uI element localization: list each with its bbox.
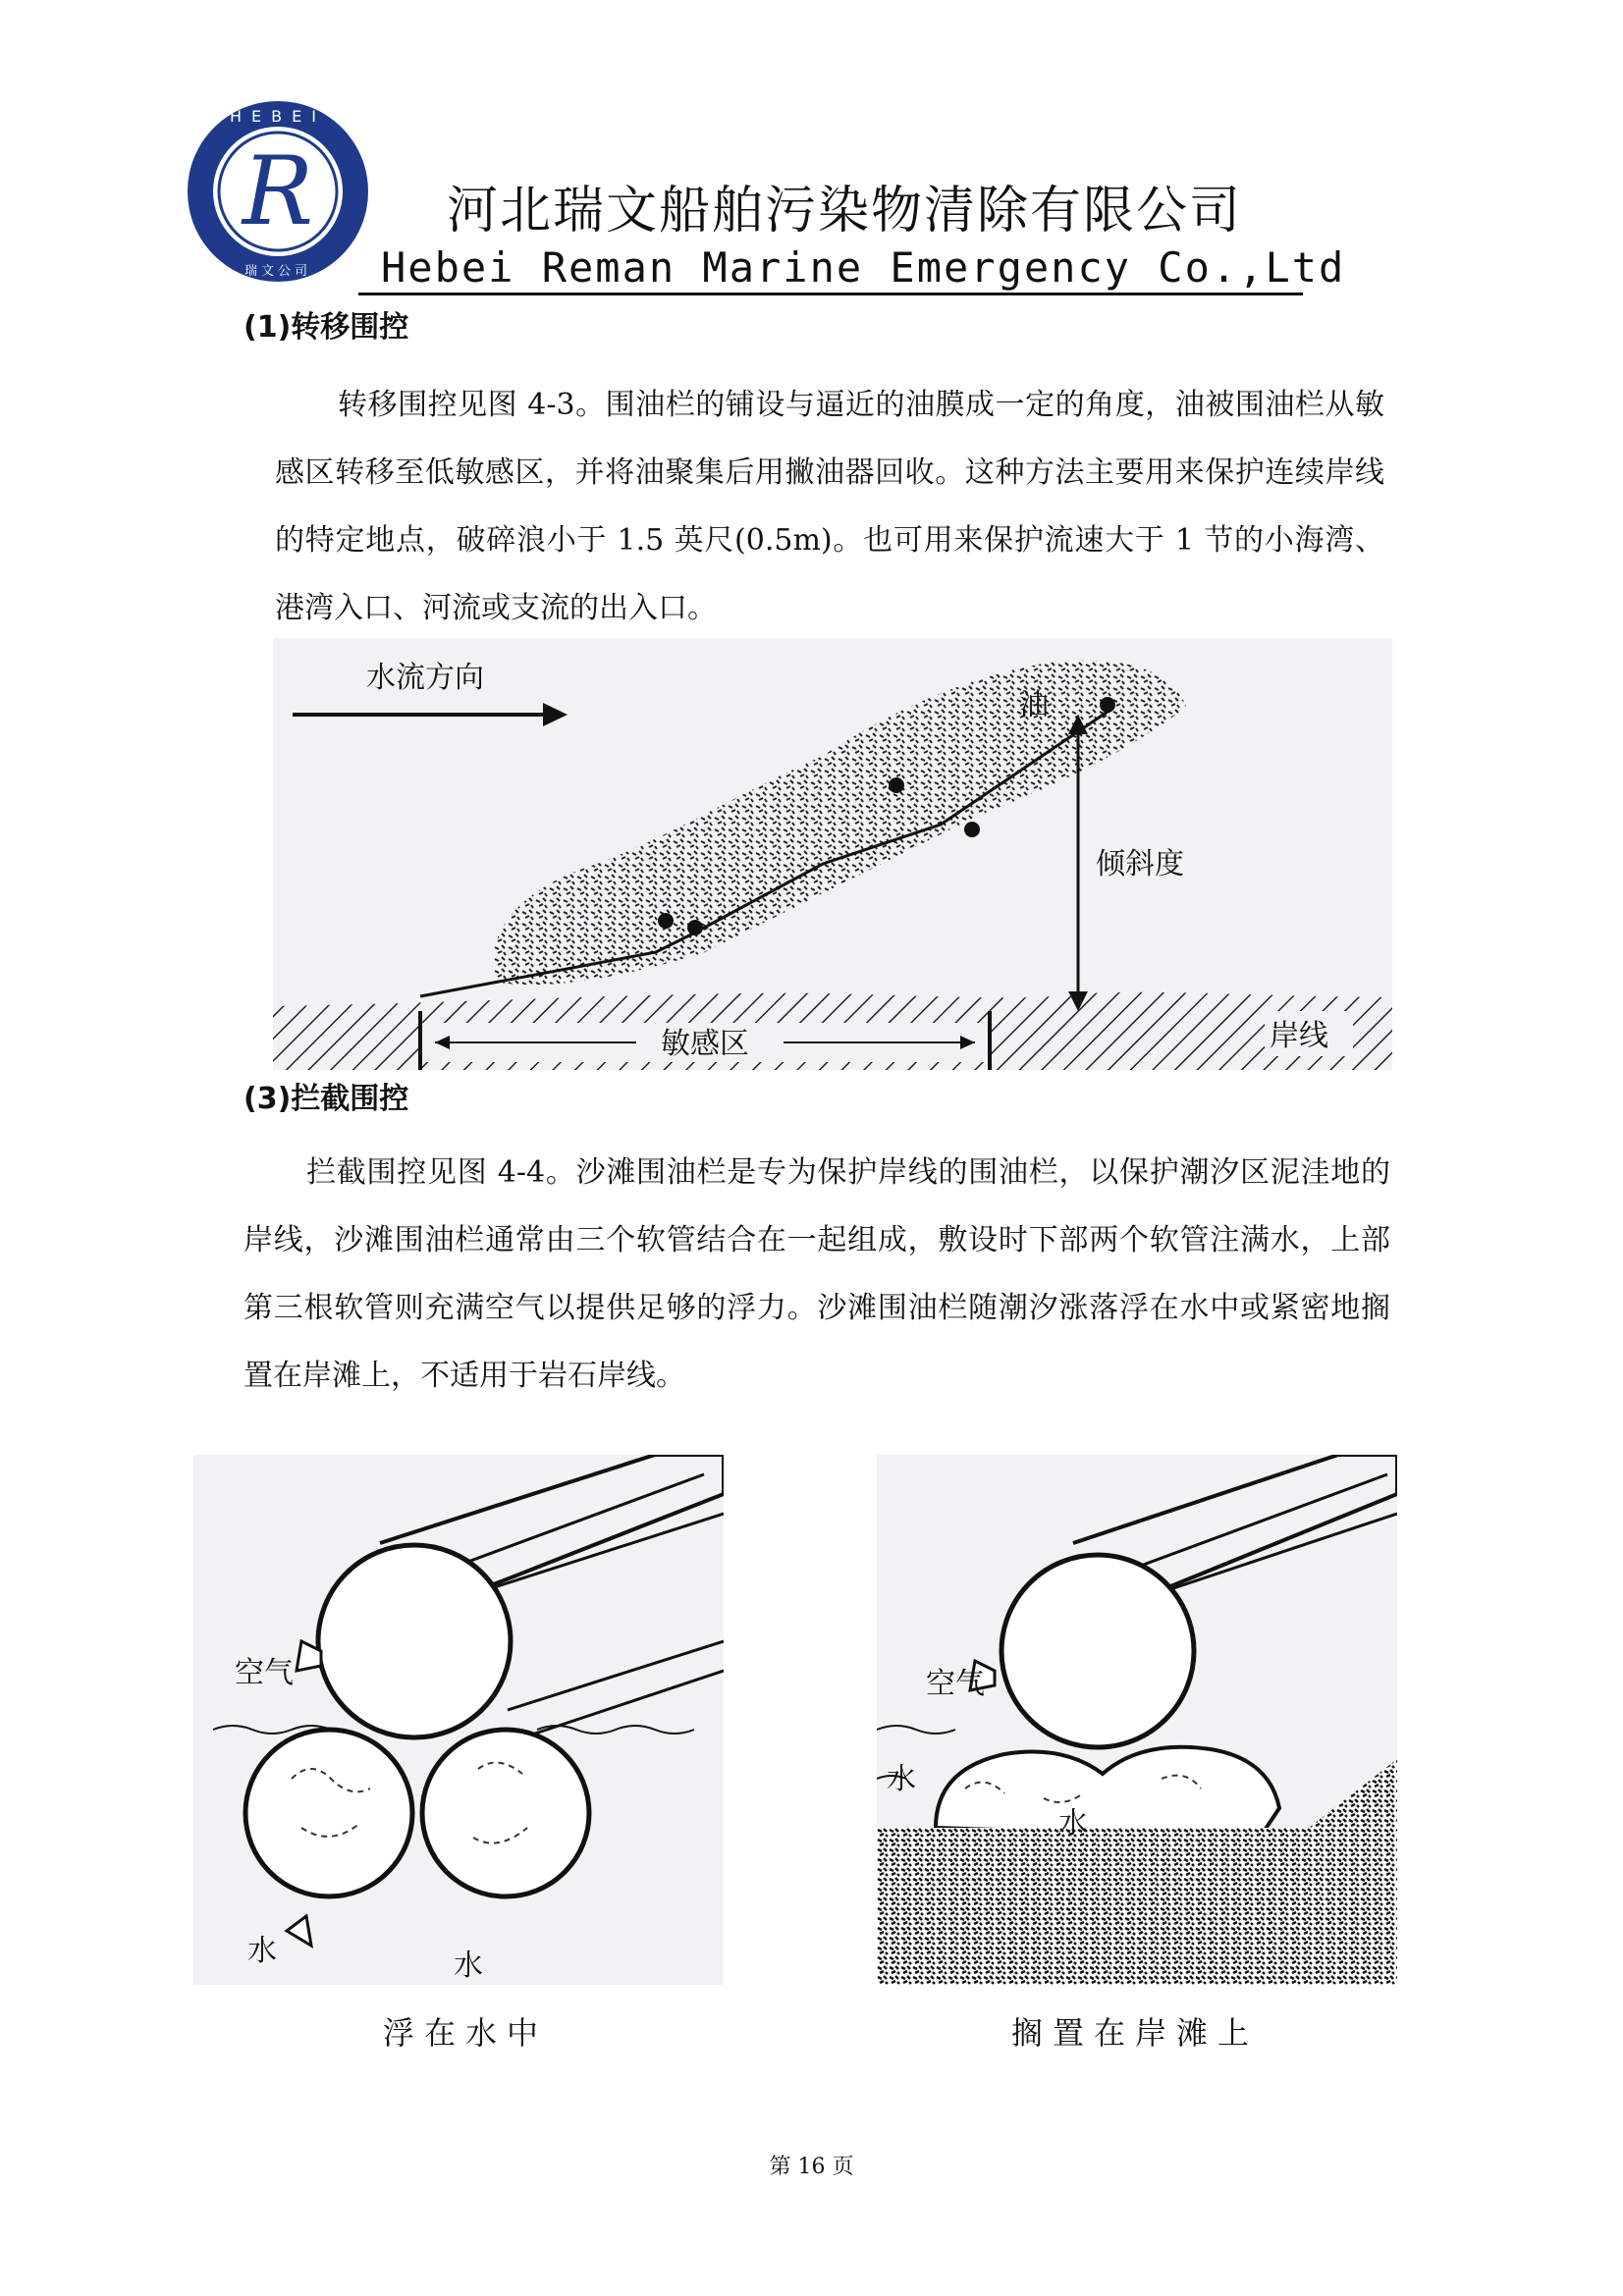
label-oil: 油	[1019, 688, 1049, 722]
air-tube	[1001, 1555, 1194, 1747]
company-name-en: Hebei Reman Marine Emergency Co.,Ltd	[381, 243, 1346, 292]
figure-boom-stranded	[877, 1455, 1397, 1985]
svg-text:瑞文公司: 瑞文公司	[243, 264, 312, 279]
anchor-point	[687, 920, 703, 935]
label-shoreline: 岸线	[1270, 1019, 1328, 1053]
label-water: 水	[454, 1949, 483, 1983]
label-air: 空气	[235, 1656, 294, 1690]
anchor-point	[964, 822, 980, 837]
label-slope: 倾斜度	[1096, 847, 1184, 881]
figure-caption-floating: 浮在水中	[383, 2014, 549, 2052]
figure-boom-floating	[193, 1455, 724, 1985]
section-heading-transfer: (1)转移围控	[243, 310, 409, 345]
water-tube-left	[245, 1730, 412, 1896]
air-tube	[318, 1545, 511, 1737]
oil-slick	[492, 661, 1186, 985]
label-sensitive-zone: 敏感区	[661, 1027, 749, 1061]
svg-text:HEBEI: HEBEI	[230, 107, 326, 126]
flattened-water-tubes	[936, 1747, 1279, 1838]
beach-sand	[877, 1828, 1397, 1985]
company-logo	[185, 98, 371, 285]
section-heading-intercept: (3)拦截围控	[243, 1082, 409, 1116]
label-air: 空气	[926, 1667, 985, 1701]
label-water: 水	[887, 1762, 916, 1796]
section-paragraph-intercept: 拦截围控见图 4-4。沙滩围油栏是专为保护岸线的围油栏，以保护潮汐区泥洼地的岸线，沙滩围油栏通常由三个软管结合在一起组成，敷设时下部两个软管注满水，上部第三根软管则充满空气以提供足够的浮力。沙滩围油栏随潮汐涨落浮在水中或紧密地搁置在岸滩上，不适用于岩石岸线。	[243, 1155, 1390, 1393]
company-name-cn: 河北瑞文船舶污染物清除有限公司	[447, 182, 1243, 240]
anchor-point	[1100, 697, 1115, 713]
anchor-point	[658, 913, 674, 929]
page-number: 第 16 页	[769, 2155, 854, 2179]
water-tube-right	[422, 1730, 589, 1896]
header-rule	[358, 293, 1303, 295]
section-paragraph-transfer: 转移围控见图 4-3。围油栏的铺设与逼近的油膜成一定的角度，油被围油栏从敏感区转移至低敏感区，并将油聚集后用撇油器回收。这种方法主要用来保护连续岸线的特定地点，破碎浪小于 1.5 英尺(0.5m)。也可用来保护流速大于 1 节的小海湾、港湾入口、河流或支流的出入口。	[275, 388, 1384, 625]
label-water: 水	[247, 1934, 277, 1968]
label-water: 水	[1058, 1806, 1088, 1841]
figure-caption-stranded: 搁置在岸滩上	[1011, 2014, 1260, 2052]
figure-transfer-containment	[273, 638, 1392, 1070]
label-flow-direction: 水流方向	[366, 661, 484, 695]
flow-arrow-head	[543, 703, 568, 726]
svg-text:R: R	[242, 136, 314, 246]
anchor-point	[889, 777, 904, 793]
